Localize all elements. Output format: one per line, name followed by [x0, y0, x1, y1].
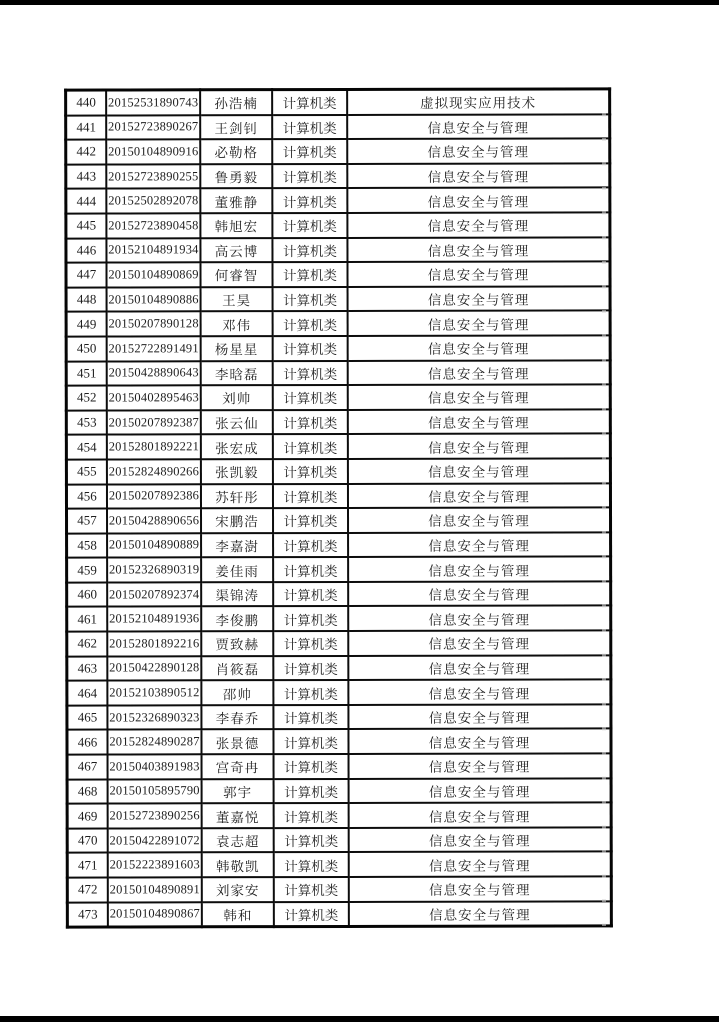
cell-student-id: 20150104890891	[108, 877, 202, 902]
cell-row-number: 467	[67, 755, 108, 780]
cell-category: 计算机类	[273, 287, 348, 312]
cell-category: 计算机类	[273, 434, 348, 459]
cell-major: 信息安全与管理	[347, 114, 610, 139]
table-row	[67, 508, 611, 534]
scan-edge-top	[0, 0, 719, 5]
cell-student-id: 20150104890867	[108, 902, 202, 927]
cell-name: 韩敬凯	[202, 853, 274, 878]
cell-major: 信息安全与管理	[347, 212, 610, 237]
cell-category: 计算机类	[273, 533, 348, 558]
table-row	[67, 852, 611, 878]
cell-name: 董嘉悦	[202, 803, 274, 828]
cell-row-number: 453	[66, 410, 107, 435]
cell-name: 孙浩楠	[200, 90, 272, 115]
cell-major: 信息安全与管理	[347, 237, 610, 262]
cell-student-id: 20150104890889	[107, 533, 201, 558]
cell-row-number: 451	[66, 361, 107, 386]
table-row	[67, 532, 611, 558]
cell-major: 信息安全与管理	[348, 508, 611, 533]
cell-major: 信息安全与管理	[349, 901, 612, 927]
cell-student-id: 20150104890916	[106, 139, 200, 164]
cell-major: 信息安全与管理	[348, 434, 611, 459]
table-row	[67, 729, 611, 755]
cell-category: 计算机类	[272, 262, 347, 287]
cell-student-id: 20150428890643	[107, 361, 201, 386]
cell-category: 计算机类	[272, 238, 347, 263]
table-row	[67, 803, 611, 829]
cell-name: 姜佳雨	[201, 557, 273, 582]
table-row	[66, 163, 610, 189]
cell-name: 渠锦涛	[201, 582, 273, 607]
cell-category: 计算机类	[273, 557, 348, 582]
cell-name: 宋鹏浩	[201, 508, 273, 533]
cell-row-number: 450	[66, 336, 107, 361]
cell-name: 韩和	[202, 902, 274, 927]
cell-name: 董雅静	[200, 189, 272, 214]
cell-name: 李春乔	[201, 705, 273, 730]
table-row	[66, 114, 610, 140]
cell-category: 计算机类	[274, 803, 349, 828]
cell-category: 计算机类	[273, 606, 348, 631]
cell-name: 李俊鹏	[201, 607, 273, 632]
cell-category: 计算机类	[273, 705, 348, 730]
table-row	[66, 385, 610, 411]
cell-name: 鲁勇毅	[200, 164, 272, 189]
cell-student-id: 20152223891603	[108, 853, 202, 878]
cell-row-number: 452	[66, 386, 107, 411]
cell-category: 计算机类	[274, 779, 349, 804]
cell-category: 计算机类	[273, 508, 348, 533]
cell-row-number: 460	[67, 582, 108, 607]
cell-category: 计算机类	[273, 410, 348, 435]
table-row	[67, 581, 611, 607]
cell-category: 计算机类	[273, 336, 348, 361]
cell-major: 信息安全与管理	[348, 581, 611, 606]
cell-name: 肖筱磊	[201, 656, 273, 681]
cell-major: 信息安全与管理	[348, 630, 611, 655]
table-row	[67, 680, 611, 706]
cell-student-id: 20150428890656	[107, 508, 201, 533]
cell-student-id: 20150104890869	[106, 262, 200, 287]
cell-student-id: 20152824890287	[107, 730, 201, 755]
cell-name: 刘家安	[202, 877, 274, 902]
cell-category: 计算机类	[272, 89, 347, 114]
cell-major: 信息安全与管理	[347, 163, 610, 188]
cell-student-id: 20152326890323	[107, 705, 201, 730]
cell-student-id: 20152801892221	[107, 435, 201, 460]
cell-category: 计算机类	[272, 164, 347, 189]
cell-row-number: 463	[67, 656, 108, 681]
cell-name: 宫奇冉	[202, 754, 274, 779]
cell-name: 张景德	[201, 730, 273, 755]
table-row	[66, 483, 610, 509]
cell-category: 计算机类	[274, 877, 349, 902]
cell-category: 计算机类	[273, 385, 348, 410]
cell-name: 郭宇	[202, 779, 274, 804]
cell-student-id: 20152723890256	[108, 804, 202, 829]
cell-row-number: 458	[67, 533, 108, 558]
table-row	[67, 630, 611, 656]
cell-row-number: 465	[67, 705, 108, 730]
cell-major: 信息安全与管理	[349, 753, 612, 778]
cell-row-number: 459	[67, 558, 108, 583]
cell-major: 信息安全与管理	[347, 139, 610, 164]
cell-name: 李嘉澍	[201, 533, 273, 558]
cell-major: 信息安全与管理	[348, 704, 611, 729]
cell-row-number: 473	[67, 902, 108, 927]
cell-category: 计算机类	[273, 680, 348, 705]
cell-student-id: 20152824890266	[107, 459, 201, 484]
cell-student-id: 20150422891072	[108, 828, 202, 853]
cell-student-id: 20150402895463	[107, 385, 201, 410]
cell-student-id: 20150207892374	[107, 582, 201, 607]
cell-category: 计算机类	[273, 459, 348, 484]
cell-category: 计算机类	[273, 656, 348, 681]
cell-student-id: 20152723890458	[106, 213, 200, 238]
cell-row-number: 456	[66, 484, 107, 509]
cell-name: 王剑钊	[200, 115, 272, 140]
cell-major: 虚拟现实应用技术	[347, 89, 610, 115]
cell-row-number: 461	[67, 607, 108, 632]
cell-row-number: 447	[66, 263, 107, 288]
cell-row-number: 446	[66, 238, 107, 263]
cell-row-number: 470	[67, 828, 108, 853]
cell-major: 信息安全与管理	[349, 803, 612, 828]
table-row	[66, 286, 610, 312]
cell-row-number: 466	[67, 730, 108, 755]
cell-category: 计算机类	[273, 483, 348, 508]
cell-student-id: 20152104891934	[106, 238, 200, 263]
cell-student-id: 20152326890319	[107, 558, 201, 583]
cell-student-id: 20150104890886	[107, 287, 201, 312]
cell-major: 信息安全与管理	[348, 311, 611, 336]
cell-major: 信息安全与管理	[349, 827, 612, 852]
cell-major: 信息安全与管理	[348, 385, 611, 410]
table-row	[66, 188, 610, 214]
table-row	[67, 753, 611, 779]
table-row	[66, 262, 610, 288]
cell-name: 苏轩彤	[201, 484, 273, 509]
cell-row-number: 442	[66, 140, 107, 165]
table-row	[67, 704, 611, 730]
cell-student-id: 20152723890255	[106, 164, 200, 189]
cell-category: 计算机类	[273, 582, 348, 607]
cell-row-number: 457	[67, 509, 108, 534]
cell-student-id: 20152104891936	[107, 607, 201, 632]
cell-category: 计算机类	[274, 828, 349, 853]
cell-student-id: 20152723890267	[106, 115, 200, 140]
cell-student-id: 20150105895790	[108, 779, 202, 804]
table-row	[67, 901, 611, 927]
cell-student-id: 20150207892387	[107, 410, 201, 435]
table-row	[67, 606, 611, 632]
cell-category: 计算机类	[272, 139, 347, 164]
cell-name: 李晗磊	[201, 361, 273, 386]
cell-major: 信息安全与管理	[348, 532, 611, 557]
cell-name: 高云博	[200, 238, 272, 263]
cell-name: 韩旭宏	[200, 213, 272, 238]
cell-category: 计算机类	[274, 754, 349, 779]
cell-name: 张宏成	[201, 434, 273, 459]
cell-row-number: 455	[66, 459, 107, 484]
cell-major: 信息安全与管理	[348, 557, 611, 582]
table-row	[66, 89, 610, 115]
cell-row-number: 441	[66, 115, 107, 140]
cell-name: 邵帅	[201, 680, 273, 705]
cell-major: 信息安全与管理	[348, 335, 611, 360]
cell-student-id: 20152103890512	[107, 681, 201, 706]
cell-category: 计算机类	[274, 902, 349, 927]
cell-major: 信息安全与管理	[349, 778, 612, 803]
cell-major: 信息安全与管理	[348, 606, 611, 631]
cell-name: 何睿智	[200, 262, 272, 287]
cell-row-number: 454	[66, 435, 107, 460]
table-row	[66, 212, 610, 238]
cell-name: 必勒格	[200, 139, 272, 164]
cell-category: 计算机类	[274, 852, 349, 877]
table-row	[66, 360, 610, 386]
cell-row-number: 444	[66, 189, 107, 214]
table-row	[66, 409, 610, 435]
cell-major: 信息安全与管理	[348, 680, 611, 705]
cell-major: 信息安全与管理	[348, 286, 611, 311]
cell-category: 计算机类	[272, 115, 347, 140]
cell-row-number: 468	[67, 779, 108, 804]
cell-major: 信息安全与管理	[348, 458, 611, 483]
table-row	[66, 237, 610, 263]
cell-name: 贾致赫	[201, 631, 273, 656]
cell-major: 信息安全与管理	[347, 262, 610, 287]
table-row	[67, 557, 611, 583]
cell-name: 刘帅	[201, 385, 273, 410]
cell-major: 信息安全与管理	[349, 876, 612, 901]
cell-category: 计算机类	[272, 213, 347, 238]
cell-student-id: 20152531890743	[106, 90, 200, 115]
cell-row-number: 449	[66, 312, 107, 337]
scan-edge-bottom	[0, 1016, 719, 1022]
table-row	[67, 778, 611, 804]
table-row	[67, 655, 611, 681]
cell-major: 信息安全与管理	[347, 188, 610, 213]
cell-row-number: 469	[67, 804, 108, 829]
cell-row-number: 462	[67, 632, 108, 657]
cell-category: 计算机类	[273, 631, 348, 656]
cell-name: 张凯毅	[201, 459, 273, 484]
cell-row-number: 472	[67, 877, 108, 902]
cell-category: 计算机类	[272, 188, 347, 213]
table-row	[66, 434, 610, 460]
cell-name: 张云仙	[201, 410, 273, 435]
table-row	[66, 458, 610, 484]
cell-student-id: 20152722891491	[107, 336, 201, 361]
cell-major: 信息安全与管理	[348, 729, 611, 754]
student-roster-table	[64, 87, 613, 928]
cell-student-id: 20150422890128	[107, 656, 201, 681]
cell-row-number: 448	[66, 287, 107, 312]
table-row	[67, 827, 611, 853]
cell-row-number: 443	[66, 164, 107, 189]
cell-row-number: 471	[67, 853, 108, 878]
table-row	[67, 876, 611, 902]
cell-row-number: 445	[66, 213, 107, 238]
cell-major: 信息安全与管理	[348, 360, 611, 385]
cell-category: 计算机类	[273, 311, 348, 336]
cell-row-number: 440	[66, 90, 107, 115]
cell-name: 邓伟	[201, 311, 273, 336]
table-row	[66, 335, 610, 361]
cell-student-id: 20152801892216	[107, 631, 201, 656]
cell-name: 袁志超	[202, 828, 274, 853]
cell-major: 信息安全与管理	[349, 852, 612, 877]
table-row	[66, 139, 610, 165]
cell-major: 信息安全与管理	[348, 483, 611, 508]
table-row	[66, 311, 610, 337]
cell-student-id: 20150403891983	[108, 754, 202, 779]
cell-category: 计算机类	[273, 361, 348, 386]
cell-major: 信息安全与管理	[348, 409, 611, 434]
cell-student-id: 20150207892386	[107, 484, 201, 509]
cell-name: 王昊	[201, 287, 273, 312]
cell-row-number: 464	[67, 681, 108, 706]
cell-student-id: 20150207890128	[107, 312, 201, 337]
cell-student-id: 20152502892078	[106, 189, 200, 214]
cell-category: 计算机类	[273, 729, 348, 754]
scan-artifact-ticks	[602, 92, 606, 926]
cell-name: 杨星星	[201, 336, 273, 361]
cell-major: 信息安全与管理	[348, 655, 611, 680]
